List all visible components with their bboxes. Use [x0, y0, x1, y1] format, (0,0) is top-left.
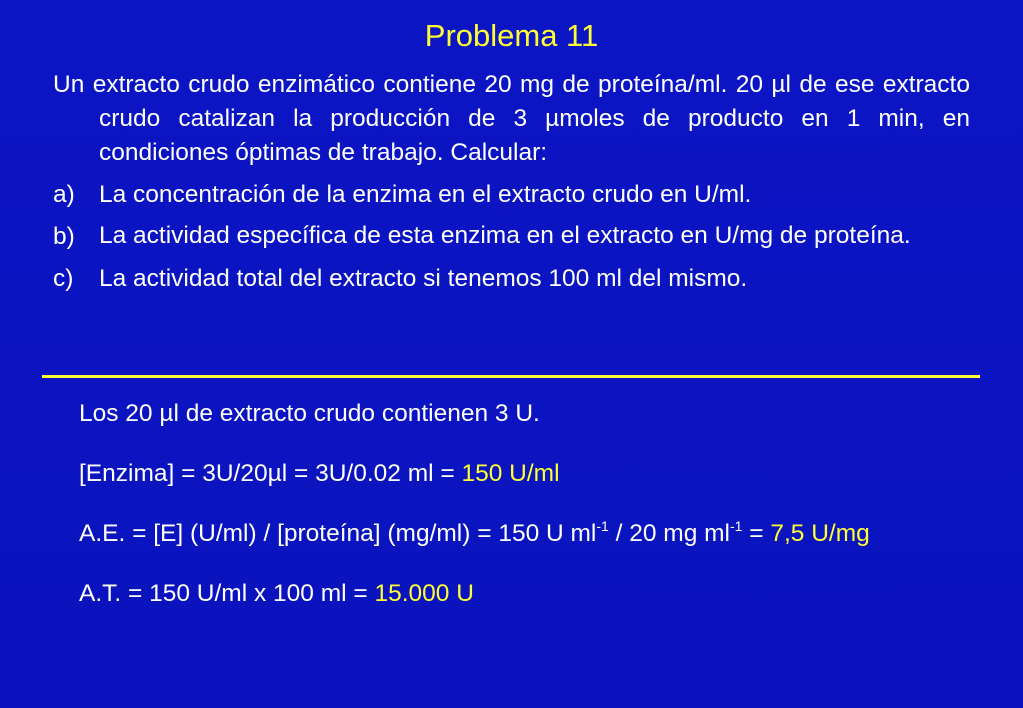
- problem-intro: Un extracto crudo enzimático contiene 20 mg de proteína/ml. 20 µl de ese extracto crudo catalizan la producción de 3 µmoles de producto en 1 min, en condiciones óptimas de trabajo. Calcular:: [53, 71, 970, 166]
- solution-result: 7,5 U/mg: [770, 520, 870, 547]
- solution-block: [79, 395, 970, 613]
- solution-text: A.T. = 150 U/ml x 100 ml =: [79, 580, 375, 607]
- solution-result: 150 U/ml: [461, 460, 560, 487]
- question-text: La concentración de la enzima en el extracto crudo en U/ml.: [99, 181, 752, 208]
- question-marker: c): [53, 265, 74, 292]
- solution-line-4: [79, 575, 970, 613]
- solution-text: [Enzima] = 3U/20µl = 3U/0.02 ml =: [79, 460, 462, 487]
- question-text: La actividad total del extracto si tenemos 100 ml del mismo.: [99, 265, 748, 292]
- question-marker: a): [53, 181, 75, 208]
- solution-line-2: [79, 455, 970, 493]
- solution-result: 15.000 U: [374, 580, 474, 607]
- question-marker: b): [53, 223, 75, 250]
- superscript: -1: [596, 518, 609, 534]
- solution-text: A.E. = [E] (U/ml) / [proteína] (mg/ml) = 150 U ml: [79, 520, 597, 547]
- problem-statement: [53, 68, 970, 304]
- question-item-a: [53, 178, 970, 212]
- question-item-b: [53, 220, 970, 254]
- solution-line-1: [79, 395, 970, 433]
- solution-text: / 20 mg ml: [608, 520, 730, 547]
- question-list: [53, 178, 970, 296]
- question-item-c: [53, 262, 970, 296]
- solution-line-3: [79, 515, 970, 553]
- solution-text: Los 20 µl de extracto crudo contienen 3 U.: [79, 400, 540, 427]
- slide-title: Problema 11: [424, 18, 599, 53]
- solution-text: =: [742, 520, 771, 547]
- superscript: -1: [730, 518, 743, 534]
- divider-line: [42, 375, 980, 378]
- question-text: La actividad específica de esta enzima en el extracto en U/mg de proteína.: [99, 222, 911, 249]
